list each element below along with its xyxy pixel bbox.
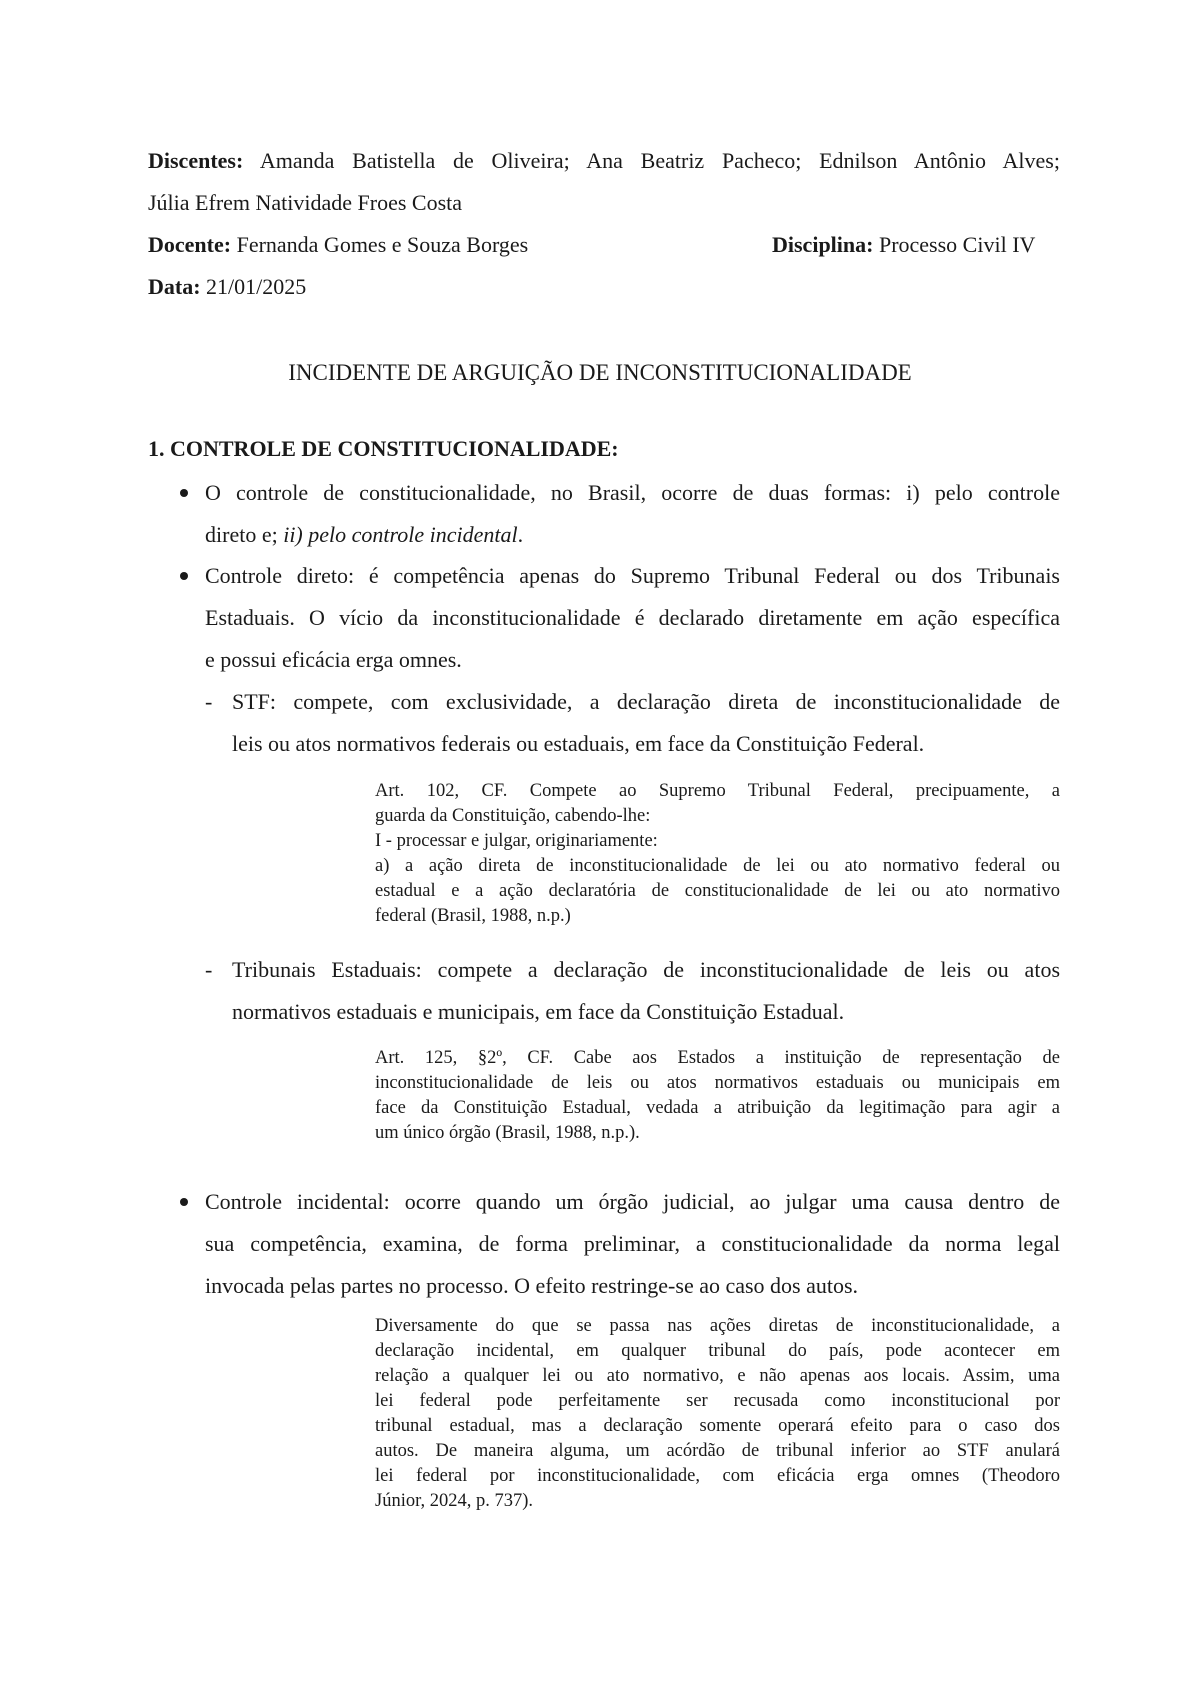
discentes-line-2: Júlia Efrem Natividade Froes Costa <box>148 190 463 215</box>
discentes-label: Discentes: <box>148 148 244 173</box>
quote-stf-line: estadual e a ação declaratória de constitucionalidade de lei ou ato normativo <box>375 881 1060 901</box>
tj-line1: Tribunais Estaduais: compete a declaração de inconstitucionalidade de leis ou atos <box>232 957 1060 982</box>
bullet2-line1: Controle direto: é competência apenas do Supremo Tribunal Federal ou dos Tribunais <box>205 563 1060 588</box>
discentes-line-1 <box>148 146 1060 176</box>
bullet-dot-2 <box>180 572 188 580</box>
discentes-names-1: Amanda Batistella de Oliveira; Ana Beatriz Pacheco; Ednilson Antônio Alves; <box>259 148 1060 173</box>
quote-tj-line: Art. 125, §2º, CF. Cabe aos Estados a instituição de representação de <box>375 1048 1060 1068</box>
disciplina-label: Disciplina: <box>772 232 874 257</box>
bullet2-line2: Estaduais. O vício da inconstitucionalidade é declarado diretamente em ação específica <box>205 605 1060 630</box>
quote-incidental-line: Júnior, 2024, p. 737). <box>375 1491 534 1511</box>
quote-incidental-line: autos. De maneira alguma, um acórdão de tribunal inferior ao STF anulará <box>375 1441 1060 1461</box>
bullet1-line2-italic: ii) pelo controle incidental <box>283 522 518 547</box>
bullet3-line1: Controle incidental: ocorre quando um órgão judicial, ao julgar uma causa dentro de <box>205 1189 1060 1214</box>
quote-incidental-line: declaração incidental, em qualquer tribunal do país, pode acontecer em <box>375 1341 1060 1361</box>
bullet-dot-1 <box>180 489 188 497</box>
stf-line1: STF: compete, com exclusividade, a declaração direta de inconstitucionalidade de <box>232 689 1060 714</box>
data-line <box>148 272 306 302</box>
bullet2-line3: e possui eficácia erga omnes. <box>205 647 462 672</box>
quote-tj-line: um único órgão (Brasil, 1988, n.p.). <box>375 1123 640 1143</box>
quote-stf-line: Art. 102, CF. Compete ao Supremo Tribunal Federal, precipuamente, a <box>375 781 1060 801</box>
quote-stf-line: guarda da Constituição, cabendo-lhe: <box>375 806 651 826</box>
bullet3-line2: sua competência, examina, de forma preliminar, a constitucionalidade da norma legal <box>205 1231 1060 1256</box>
disciplina-line <box>772 230 1035 260</box>
stf-dash: - <box>205 689 213 714</box>
quote-stf-line: federal (Brasil, 1988, n.p.) <box>375 906 571 926</box>
data-label: Data: <box>148 274 201 299</box>
data-value: 21/01/2025 <box>206 274 307 299</box>
quote-incidental-line: Diversamente do que se passa nas ações diretas de inconstitucionalidade, a <box>375 1316 1060 1336</box>
quote-stf-line: I - processar e julgar, originariamente: <box>375 831 658 851</box>
disciplina-value: Processo Civil IV <box>878 232 1036 257</box>
quote-incidental-line: tribunal estadual, mas a declaração somente operará efeito para o caso dos <box>375 1416 1060 1436</box>
docente-line <box>148 230 528 260</box>
quote-incidental-line: relação a qualquer lei ou ato normativo, e não apenas aos locais. Assim, uma <box>375 1366 1060 1386</box>
stf-line2: leis ou atos normativos federais ou estaduais, em face da Constituição Federal. <box>232 731 925 756</box>
tj-line2: normativos estaduais e municipais, em face da Constituição Estadual. <box>232 999 845 1024</box>
bullet3-line3: invocada pelas partes no processo. O efeito restringe-se ao caso dos autos. <box>205 1273 859 1298</box>
bullet1-line2-plain: direto e; <box>205 522 278 547</box>
quote-incidental-line: lei federal pode perfeitamente ser recusada como inconstitucional por <box>375 1391 1060 1411</box>
section-heading: 1. CONTROLE DE CONSTITUCIONALIDADE: <box>148 436 619 461</box>
quote-incidental-line: lei federal por inconstitucionalidade, com eficácia erga omnes (Theodoro <box>375 1466 1060 1486</box>
quote-tj-line: inconstitucionalidade de leis ou atos normativos estaduais ou municipais em <box>375 1073 1060 1093</box>
quote-tj-line: face da Constituição Estadual, vedada a atribuição da legitimação para agir a <box>375 1098 1060 1118</box>
document-title: INCIDENTE DE ARGUIÇÃO DE INCONSTITUCIONALIDADE <box>288 360 912 385</box>
bullet1-line2-end: . <box>517 522 524 547</box>
quote-stf-line: a) a ação direta de inconstitucionalidade de lei ou ato normativo federal ou <box>375 856 1060 876</box>
bullet-dot-3 <box>180 1198 188 1206</box>
tj-dash: - <box>205 957 213 982</box>
bullet1-line1: O controle de constitucionalidade, no Brasil, ocorre de duas formas: i) pelo controle <box>205 480 1060 505</box>
docente-label: Docente: <box>148 232 232 257</box>
bullet1-line2 <box>205 520 523 550</box>
docente-value: Fernanda Gomes e Souza Borges <box>236 232 529 257</box>
